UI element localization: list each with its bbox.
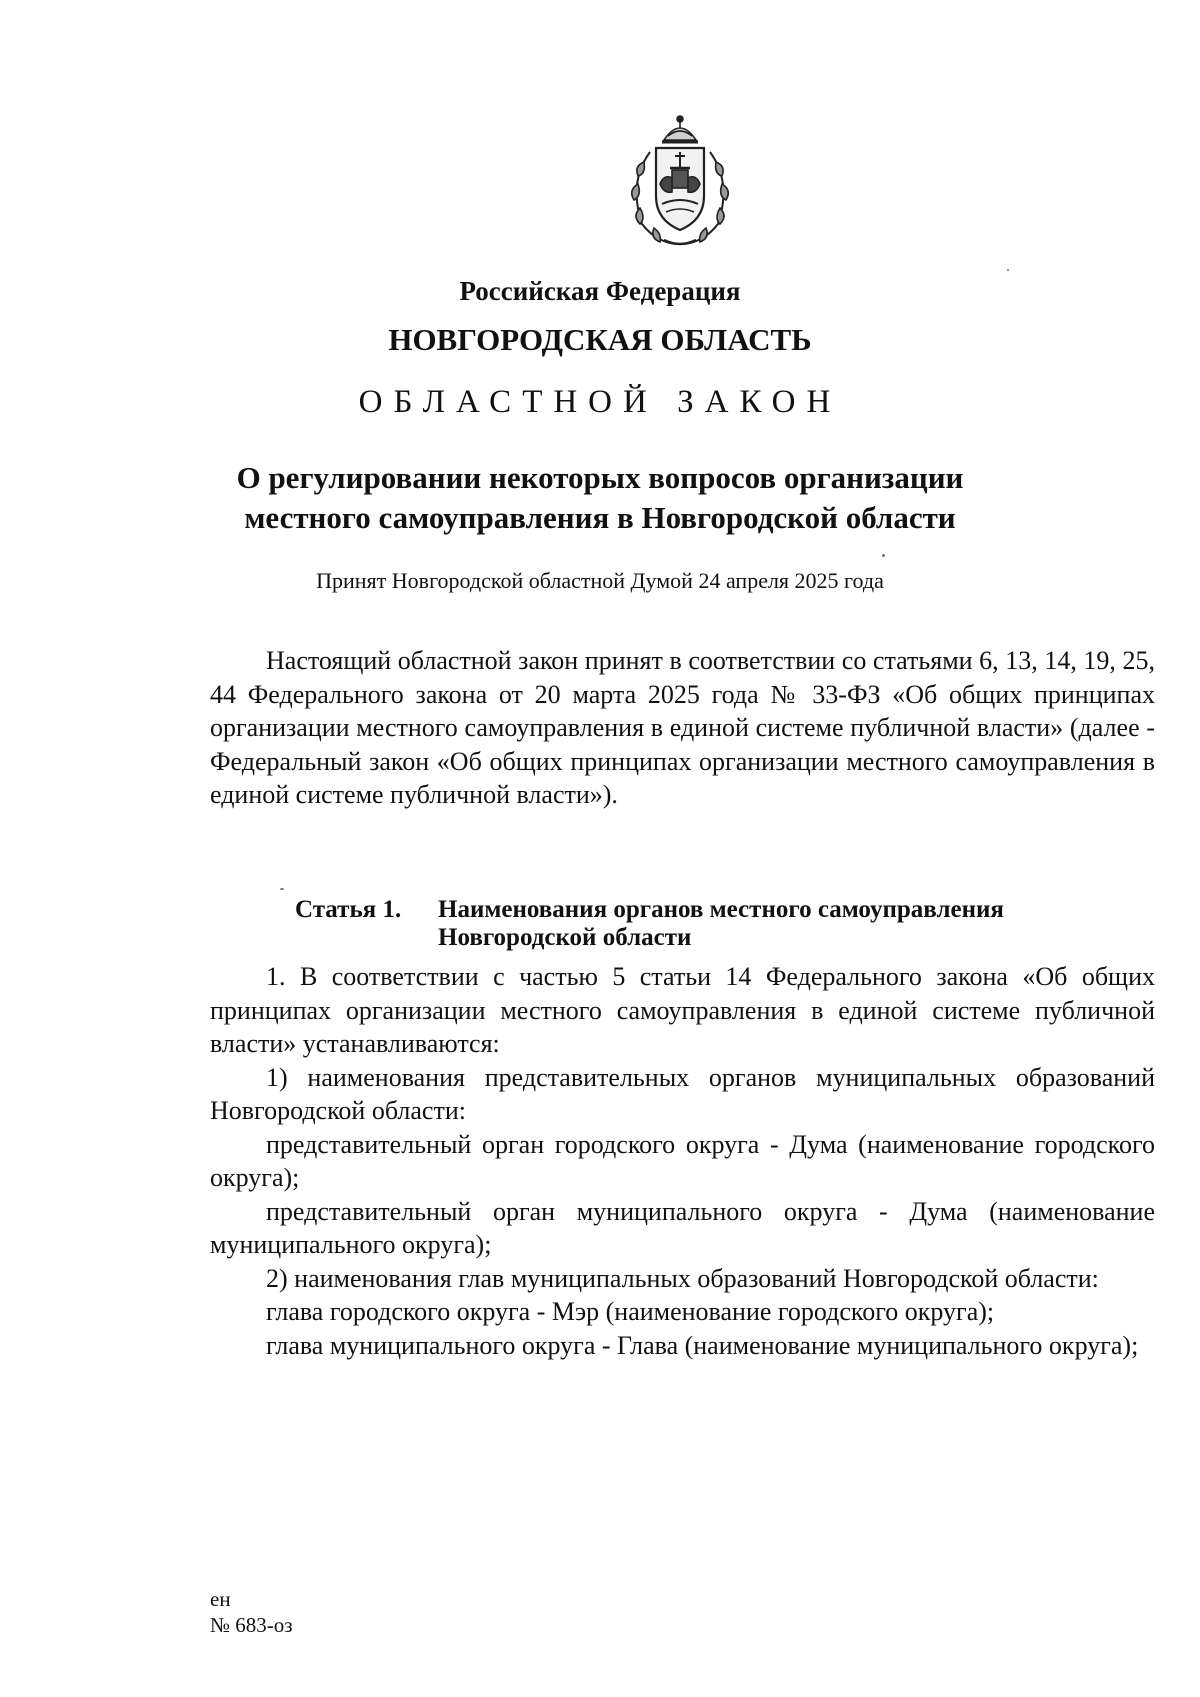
adoption-note: Принят Новгородской областной Думой 24 апреля 2025 года [316,568,884,593]
footer-code [210,1586,293,1638]
article-1-paragraph: глава муниципального округа - Глава (наименование муниципального округа); [266,1330,1139,1360]
article-1-paragraph: представительный орган муниципального округа - Дума (наименование муниципального округа); [210,1196,1155,1259]
article-1-title [438,896,1118,952]
article-1-body [210,960,1155,1362]
footer-initials: ен [210,1587,231,1611]
scan-speck [882,554,885,557]
article-1-paragraph: глава городского округа - Мэр (наименование городского округа); [266,1297,995,1326]
footer-law-number: № 683-оз [210,1613,293,1637]
article-1-heading [295,896,1118,952]
article-1-paragraph: представительный орган городского округа - Дума (наименование городского округа); [210,1129,1155,1192]
article-1-number: Статья 1. [295,896,402,923]
intro-paragraph: Настоящий областной закон принят в соответствии со статьями 6, 13, 14, 19, 25, 44 Федерального закона от 20 марта 2025 года № 33-ФЗ «Об общих принципах организации местного самоуправления в единой системе публичной власти» (далее - Федеральный закон «Об общих принципах организации местного самоуправления в единой системе публичной власти»). [210,646,1155,809]
law-title-line-2: местного самоуправления в Новгородской области [244,500,956,535]
article-1-title-line-2: Новгородской области [438,924,692,951]
article-1-paragraph: 1. В соответствии с частью 5 статьи 14 Федерального закона «Об общих принципах организации местного самоуправления в единой системе публичной власти» устанавливаются: [210,962,1155,1058]
article-1-paragraph: 1) наименования представительных органов муниципальных образований Новгородской области: [210,1062,1155,1125]
coat-of-arms-emblem [620,112,740,252]
scan-speck [1007,269,1009,271]
law-title [0,458,1200,538]
law-type-heading: ОБЛАСТНОЙ ЗАКОН [358,384,842,420]
intro-paragraph-block [210,644,1155,812]
article-1-title-line-1: Наименования органов местного самоуправления [438,896,1004,923]
article-1-paragraph: 2) наименования глав муниципальных образований Новгородской области: [266,1263,1099,1293]
law-title-line-1: О регулировании некоторых вопросов организации [236,460,964,495]
federation-heading: Российская Федерация [459,276,741,306]
scan-speck [280,888,284,890]
region-heading: НОВГОРОДСКАЯ ОБЛАСТЬ [388,322,812,357]
